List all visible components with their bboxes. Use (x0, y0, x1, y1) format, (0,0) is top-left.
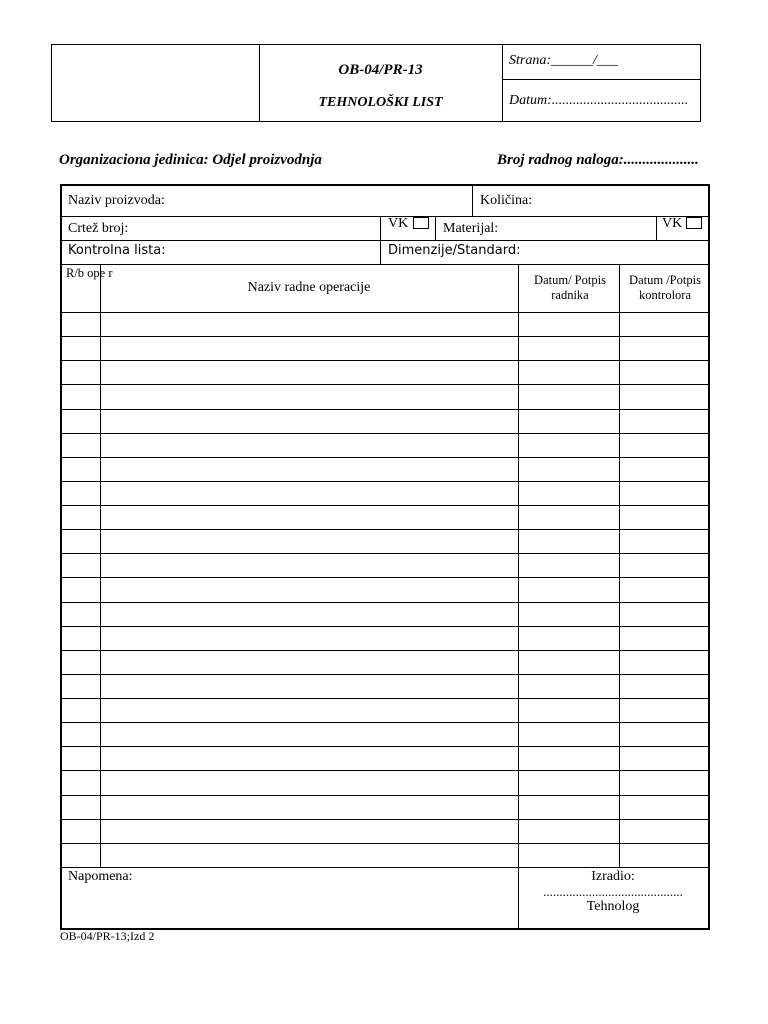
checklist-field[interactable]: Kontrolna lista: (68, 243, 166, 258)
table-row-divider (62, 529, 708, 530)
title-cell (259, 45, 503, 121)
table-row-divider (62, 433, 708, 434)
drawing-number-field[interactable]: Crtež broj: (68, 221, 129, 236)
table-row-divider (62, 819, 708, 820)
table-row-divider (62, 867, 708, 868)
table-row-divider (62, 505, 708, 506)
footer-document-code: OB-04/PR-13;Izd 2 (60, 929, 155, 943)
vk-label: VK (388, 216, 409, 231)
product-name-field[interactable]: Naziv proizvoda: (68, 193, 165, 208)
meta-cell (502, 45, 700, 121)
dimensions-field[interactable]: Dimenzije/Standard: (388, 243, 521, 258)
document-header (51, 44, 701, 122)
vk-label-2: VK (662, 216, 683, 231)
prepared-by-label: Izradio: (591, 869, 635, 884)
table-row-divider (62, 336, 708, 337)
table-row-divider (62, 722, 708, 723)
document-title: TEHNOLOŠKI LIST (318, 95, 443, 110)
table-row-divider (62, 481, 708, 482)
page-number-field[interactable]: Strana:______/___ (509, 53, 618, 68)
material-field[interactable]: Materijal: (443, 221, 499, 236)
table-row-divider (62, 360, 708, 361)
table-row-divider (62, 770, 708, 771)
logo-cell (52, 45, 260, 121)
technologist-label: Tehnolog (586, 899, 640, 914)
table-row-divider (62, 746, 708, 747)
table-row-divider (62, 384, 708, 385)
table-row-divider (62, 457, 708, 458)
table-row-divider (62, 795, 708, 796)
table-row-divider (62, 553, 708, 554)
document-code: OB-04/PR-13 (338, 62, 423, 78)
table-row-divider (62, 602, 708, 603)
table-row-divider (62, 650, 708, 651)
operation-name-header: Naziv radne operacije (247, 280, 371, 295)
quantity-field[interactable]: Količina: (480, 193, 533, 208)
technology-sheet-form (60, 184, 710, 930)
table-row-divider (62, 674, 708, 675)
signature-line[interactable]: ........................................... (543, 884, 683, 899)
table-row-divider (62, 843, 708, 844)
table-row-divider (62, 409, 708, 410)
table-row-divider (62, 626, 708, 627)
controller-signature-header: Datum /Potpis kontrolora (629, 273, 701, 302)
table-row-divider (62, 577, 708, 578)
worker-signature-header: Datum/ Potpis radnika (534, 273, 606, 302)
table-row-divider (62, 698, 708, 699)
date-field[interactable]: Datum:....................................... (509, 93, 689, 108)
vk-checkbox[interactable] (413, 217, 429, 229)
note-field[interactable]: Napomena: (68, 869, 133, 884)
vk-checkbox-2[interactable] (686, 217, 702, 229)
work-order-number[interactable]: Broj radnog naloga:.................... (497, 152, 699, 168)
organization-unit: Organizaciona jedinica: Odjel proizvodnja (59, 152, 322, 168)
operation-number-header: R/b ope r (66, 266, 113, 280)
